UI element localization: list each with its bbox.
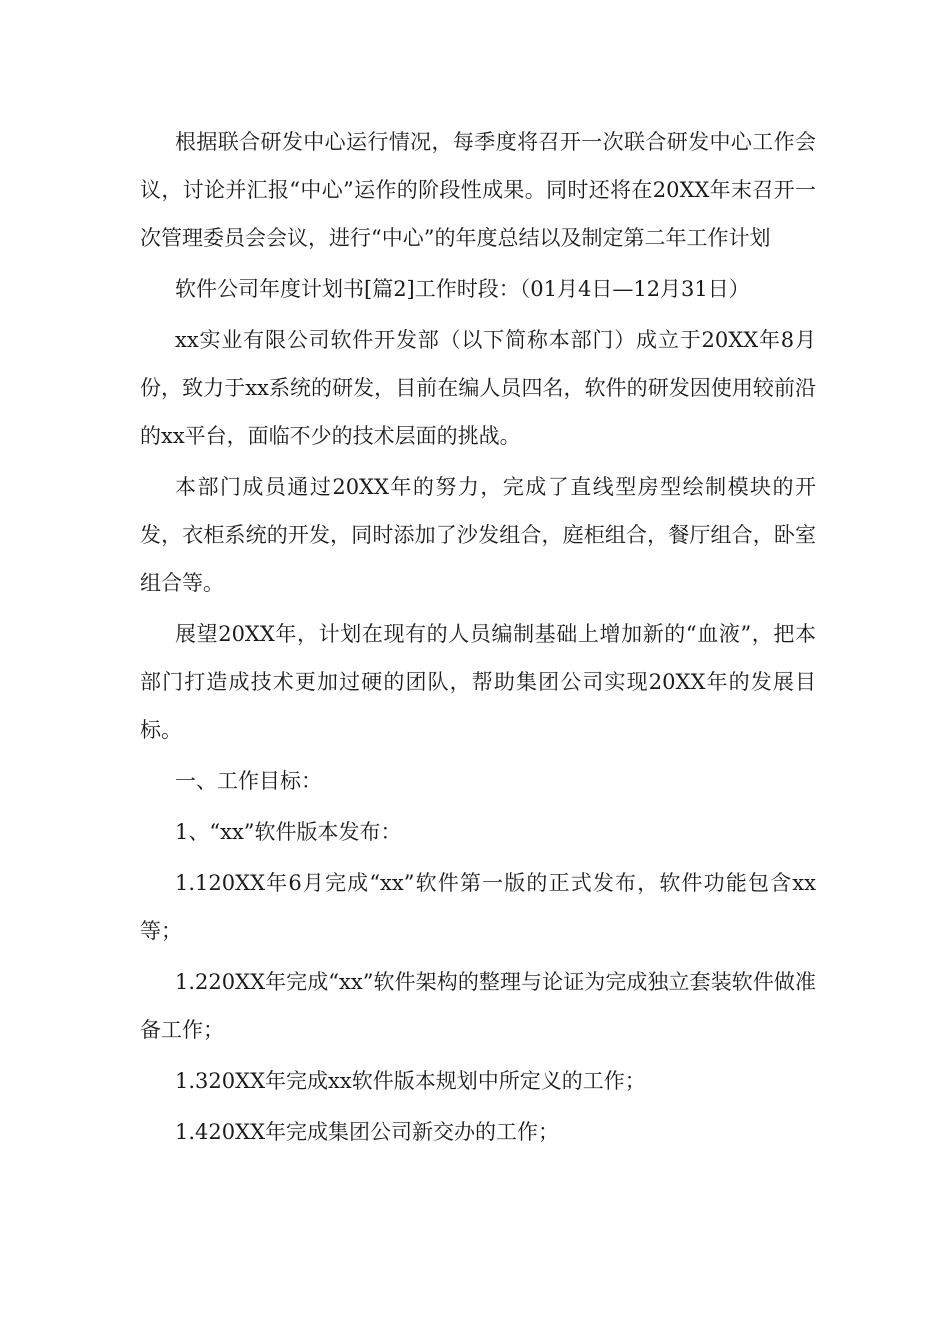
list-item-1-2: 1.220XX年完成“xx”软件架构的整理与论证为完成独立套装软件做准备工作； bbox=[140, 970, 816, 1042]
list-item-1-1: 1.120XX年6月完成“xx”软件第一版的正式发布，软件功能包含xx等； bbox=[140, 871, 816, 943]
paragraph-plan-heading: 软件公司年度计划书[篇2]工作时段：（01月4日—12月31日） bbox=[175, 277, 750, 301]
document-page bbox=[140, 118, 816, 1159]
paragraph-achievements: 本部门成员通过20XX年的努力，完成了直线型房型绘制模块的开发，衣柜系统的开发，同时添加了沙发组合，庭柜组合，餐厅组合，卧室组合等。 bbox=[140, 475, 816, 595]
paragraph-department-intro: xx实业有限公司软件开发部（以下简称本部门）成立于20XX年8月份，致力于xx系统的研发，目前在编人员四名，软件的研发因使用较前沿的xx平台，面临不少的技术层面的挑战。 bbox=[140, 328, 816, 448]
list-item-1-3: 1.320XX年完成xx软件版本规划中所定义的工作； bbox=[175, 1069, 646, 1093]
paragraph-outlook: 展望20XX年，计划在现有的人员编制基础上增加新的“血液”，把本部门打造成技术更加过硬的团队，帮助集团公司实现20XX年的发展目标。 bbox=[140, 622, 816, 742]
paragraph-meeting-plan: 根据联合研发中心运行情况，每季度将召开一次联合研发中心工作会议，讨论并汇报“中心”运作的阶段性成果。同时还将在20XX年末召开一次管理委员会会议，进行“中心”的年度总结以及制定第二年工作计划 bbox=[140, 130, 816, 250]
section-heading-work-goals: 一、工作目标： bbox=[175, 769, 322, 793]
list-item-1-4: 1.420XX年完成集团公司新交办的工作； bbox=[175, 1120, 560, 1144]
subsection-heading-release: 1、“xx”软件版本发布： bbox=[175, 820, 402, 844]
